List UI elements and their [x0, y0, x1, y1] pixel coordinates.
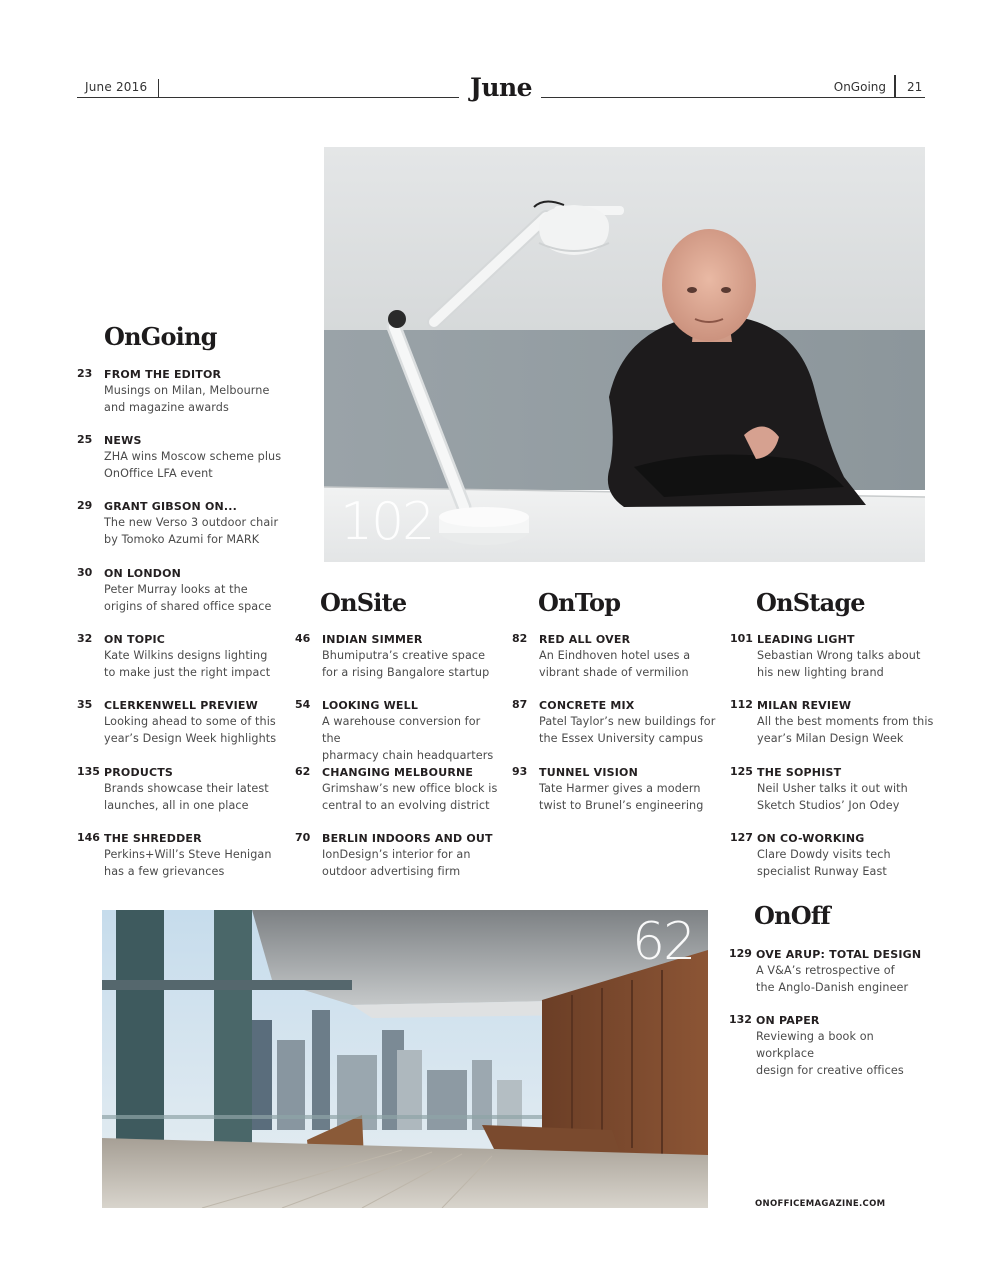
entry-description: his new lighting brand — [757, 665, 884, 679]
contents-entry[interactable] — [512, 765, 717, 815]
contents-entry[interactable] — [295, 831, 500, 881]
contents-entry[interactable] — [295, 632, 500, 682]
entry-title: INDIAN SIMMER — [322, 633, 423, 646]
entry-title: MILAN REVIEW — [757, 699, 852, 712]
entry-title: RED ALL OVER — [539, 633, 631, 646]
entry-page-number: 54 — [295, 698, 311, 711]
entry-page-number: 32 — [77, 632, 93, 645]
header-rule-right — [541, 97, 925, 98]
entry-page-number: 112 — [730, 698, 753, 711]
entry-description: Tate Harmer gives a modern — [539, 782, 701, 795]
entry-page-number: 135 — [77, 765, 100, 778]
entry-page-number: 125 — [730, 765, 753, 778]
entry-description: Grimshaw’s new office block is — [322, 782, 498, 795]
entry-title: CLERKENWELL PREVIEW — [104, 699, 258, 712]
issue-date: June 2016 — [85, 80, 148, 94]
entry-description: All the best moments from this — [757, 715, 934, 728]
page-title: June — [470, 73, 533, 102]
entry-description: the Anglo-Danish engineer — [756, 980, 909, 994]
entry-title: CONCRETE MIX — [539, 699, 635, 712]
contents-entry[interactable] — [730, 698, 935, 748]
entry-description: Reviewing a book on workplace — [756, 1030, 874, 1060]
section-heading-ongoing: OnGoing — [104, 322, 217, 351]
entry-description: Sketch Studios’ Jon Odey — [757, 798, 900, 812]
entry-page-number: 29 — [77, 499, 93, 512]
entry-description: ZHA wins Moscow scheme plus — [104, 450, 282, 463]
entry-page-number: 46 — [295, 632, 311, 645]
entry-description: Bhumiputra’s creative space — [322, 649, 486, 662]
section-heading-onoff: OnOff — [754, 901, 830, 930]
entry-page-number: 132 — [729, 1013, 752, 1026]
entry-description: has a few grievances — [104, 864, 225, 878]
entry-page-number: 127 — [730, 831, 753, 844]
page-reference-number: 102 — [340, 492, 434, 552]
entry-page-number: 129 — [729, 947, 752, 960]
entry-page-number: 93 — [512, 765, 528, 778]
header-rule-left — [77, 97, 459, 98]
entry-description: An Eindhoven hotel uses a — [539, 649, 691, 662]
lamp-portrait-photo — [324, 147, 925, 562]
entry-description: Sebastian Wrong talks about — [757, 649, 921, 662]
entry-description: outdoor advertising firm — [322, 864, 461, 878]
contents-entry[interactable] — [729, 947, 934, 997]
contents-entry[interactable] — [295, 765, 500, 815]
section-heading-onstage: OnStage — [756, 588, 865, 617]
entry-description: for a rising Bangalore startup — [322, 665, 490, 679]
header-divider — [894, 75, 896, 97]
entry-description: IonDesign’s interior for an — [322, 848, 471, 861]
entry-title: LEADING LIGHT — [757, 633, 855, 646]
contents-entry[interactable] — [729, 1013, 934, 1079]
entry-description: Clare Dowdy visits tech — [757, 848, 891, 861]
contents-entry[interactable] — [77, 831, 282, 881]
entry-page-number: 101 — [730, 632, 753, 645]
header-divider — [158, 79, 159, 97]
entry-title: LOOKING WELL — [322, 699, 419, 712]
entry-description: year’s Milan Design Week — [757, 731, 904, 745]
page-number: 21 — [907, 80, 923, 94]
entry-description: launches, all in one place — [104, 798, 249, 812]
contents-entry[interactable] — [730, 765, 935, 815]
entry-page-number: 87 — [512, 698, 528, 711]
contents-entry[interactable] — [77, 433, 282, 483]
entry-page-number: 25 — [77, 433, 93, 446]
entry-description: the Essex University campus — [539, 731, 704, 745]
entry-description: pharmacy chain headquarters — [322, 748, 494, 762]
entry-title: FROM THE EDITOR — [104, 368, 222, 381]
entry-page-number: 146 — [77, 831, 100, 844]
entry-description: specialist Runway East — [757, 864, 887, 878]
entry-title: PRODUCTS — [104, 766, 174, 779]
section-heading-onsite: OnSite — [320, 588, 407, 617]
entry-title: ON LONDON — [104, 567, 182, 580]
section-label: OnGoing — [833, 80, 886, 94]
entry-description: Brands showcase their latest — [104, 782, 269, 795]
contents-entry[interactable] — [295, 698, 500, 764]
entry-description: year’s Design Week highlights — [104, 731, 277, 745]
entry-description: A warehouse conversion for the — [322, 715, 481, 745]
entry-description: Neil Usher talks it out with — [757, 782, 908, 795]
entry-description: origins of shared office space — [104, 599, 272, 613]
entry-title: GRANT GIBSON ON... — [104, 500, 238, 513]
entry-title: ON PAPER — [756, 1014, 820, 1027]
contents-entry[interactable] — [77, 632, 282, 682]
entry-title: ON CO-WORKING — [757, 832, 865, 845]
entry-description: twist to Brunel’s engineering — [539, 798, 704, 812]
entry-page-number: 62 — [295, 765, 311, 778]
entry-description: Patel Taylor’s new buildings for — [539, 715, 716, 728]
page-reference-number: 62 — [632, 912, 695, 972]
entry-title: CHANGING MELBOURNE — [322, 766, 474, 779]
website-url[interactable]: ONOFFICEMAGAZINE.COM — [755, 1199, 886, 1209]
entry-title: NEWS — [104, 434, 142, 447]
entry-page-number: 23 — [77, 367, 93, 380]
entry-description: by Tomoko Azumi for MARK — [104, 532, 260, 546]
entry-description: A V&A’s retrospective of — [756, 964, 895, 977]
section-heading-ontop: OnTop — [538, 588, 621, 617]
entry-description: The new Verso 3 outdoor chair — [104, 516, 279, 529]
entry-title: THE SOPHIST — [757, 766, 842, 779]
entry-description: Peter Murray looks at the — [104, 583, 248, 596]
contents-entry[interactable] — [77, 765, 282, 815]
entry-title: BERLIN INDOORS AND OUT — [322, 832, 493, 845]
contents-entry[interactable] — [730, 831, 935, 881]
entry-description: central to an evolving district — [322, 798, 490, 812]
entry-description: design for creative offices — [756, 1063, 904, 1077]
contents-entry[interactable] — [512, 698, 717, 748]
contents-entry[interactable] — [77, 367, 282, 417]
entry-title: THE SHREDDER — [104, 832, 202, 845]
entry-description: OnOffice LFA event — [104, 466, 213, 480]
entry-description: and magazine awards — [104, 400, 229, 414]
entry-description: vibrant shade of vermilion — [539, 665, 689, 679]
contents-entry[interactable] — [77, 698, 282, 748]
contents-entry[interactable] — [512, 632, 717, 682]
entry-title: ON TOPIC — [104, 633, 166, 646]
entry-description: Looking ahead to some of this — [104, 715, 276, 728]
entry-page-number: 70 — [295, 831, 311, 844]
contents-entry[interactable] — [730, 632, 935, 682]
entry-page-number: 35 — [77, 698, 93, 711]
entry-page-number: 30 — [77, 566, 93, 579]
entry-title: OVE ARUP: TOTAL DESIGN — [756, 948, 922, 961]
contents-entry[interactable] — [77, 499, 282, 549]
entry-description: Perkins+Will’s Steve Henigan — [104, 848, 272, 861]
entry-description: Kate Wilkins designs lighting — [104, 649, 268, 662]
entry-description: Musings on Milan, Melbourne — [104, 384, 270, 397]
entry-title: TUNNEL VISION — [539, 766, 638, 779]
entry-description: to make just the right impact — [104, 665, 271, 679]
entry-page-number: 82 — [512, 632, 528, 645]
rooftop-terrace-photo — [102, 910, 708, 1208]
contents-entry[interactable] — [77, 566, 282, 616]
